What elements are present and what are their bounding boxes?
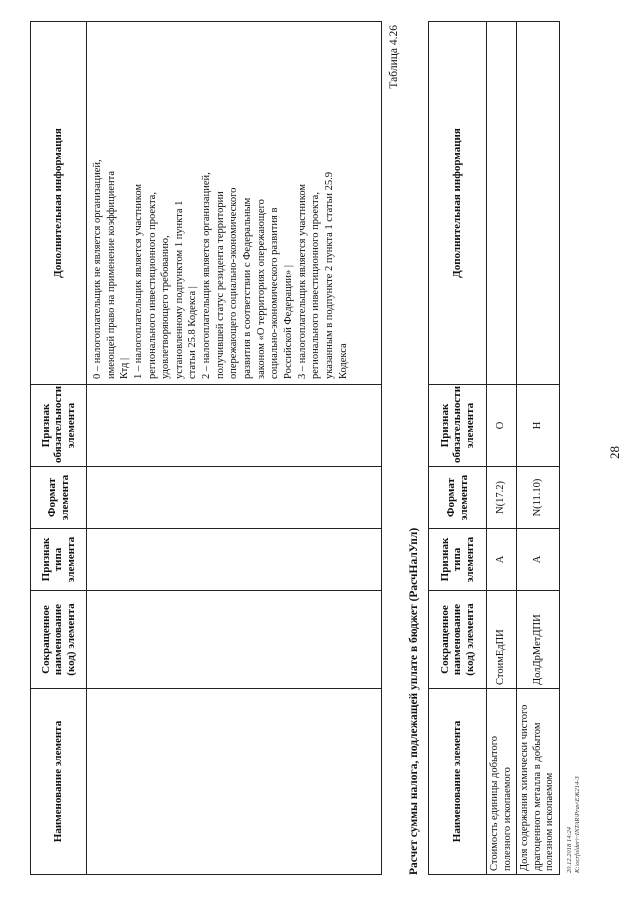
info-line: 2 – налогоплательщик является организацией, bbox=[201, 172, 213, 379]
info-line: социально-экономического развития в bbox=[269, 207, 281, 379]
info-line: 1 – налогоплательщик является участником bbox=[132, 183, 144, 379]
info-line: получившей статус резидента территории bbox=[214, 191, 226, 379]
cell-element-code: СтоимЕдПИ bbox=[487, 591, 517, 689]
header-element-type: Признак типа элемента bbox=[31, 529, 87, 591]
cell-element-type: А bbox=[487, 529, 517, 591]
info-line: развития в соответствии с Федеральным bbox=[242, 197, 254, 379]
info-line: регионального инвестиционного проекта, bbox=[146, 192, 158, 379]
cell-element-name: Стоимость единицы добытого полезного ископаемого bbox=[487, 689, 517, 875]
info-line: 3 – налогоплательщик является участником bbox=[296, 183, 308, 379]
header-element-code: Сокращенное наименование (код) элемента bbox=[31, 591, 87, 689]
info-line: Российской Федерации» | bbox=[282, 265, 294, 379]
info-line: указанным в подпункте 2 пункта 1 статьи 25.9 bbox=[323, 171, 335, 379]
cell-element-format bbox=[87, 467, 382, 529]
cell-element-name: Доля содержания химически чистого драгоценного металла в добытом полезном ископаемом bbox=[517, 689, 560, 875]
header-additional-info: Дополнительная информация bbox=[31, 22, 87, 385]
info-line: имеющей право на применение коэффициента bbox=[105, 170, 117, 379]
table-row bbox=[517, 22, 560, 875]
info-line: установленному подпунктом 1 пункта 1 bbox=[173, 200, 185, 379]
header-element-type: Признак типа элемента bbox=[429, 529, 487, 591]
print-stamp-path: К:\ocrfolder\~INTAR\Prav\ЕЖ214-3 bbox=[574, 776, 582, 873]
header-additional-info: Дополнительная информация bbox=[429, 22, 487, 385]
cell-element-code: ДолДрМетДПИ bbox=[517, 591, 560, 689]
cell-element-type: А bbox=[517, 529, 560, 591]
cell-element-format: N(11.10) bbox=[517, 467, 560, 529]
info-line: Кодекса bbox=[337, 343, 349, 379]
table-header-row bbox=[31, 22, 87, 875]
table-row bbox=[87, 22, 382, 875]
cell-element-required: Н bbox=[517, 385, 560, 467]
info-line: законом «О территориях опережающего bbox=[255, 199, 267, 379]
cell-element-code bbox=[87, 591, 382, 689]
info-line: Ктд | bbox=[119, 357, 131, 379]
header-element-name: Наименование элемента bbox=[429, 689, 487, 875]
info-line: удовлетворяющего требованию, bbox=[160, 235, 172, 379]
table-row bbox=[487, 22, 517, 875]
elements-table-continued bbox=[30, 21, 382, 875]
header-element-code: Сокращенное наименование (код) элемента bbox=[429, 591, 487, 689]
header-element-required: Признак обязательности элемента bbox=[31, 385, 87, 467]
cell-element-required bbox=[87, 385, 382, 467]
print-stamp bbox=[566, 776, 582, 873]
header-element-format: Формат элемента bbox=[31, 467, 87, 529]
print-stamp-date: 20.12.2018 14:24 bbox=[566, 826, 573, 873]
info-line: статьи 25.8 Кодекса | bbox=[187, 286, 199, 379]
info-line: опережающего социально-экономического bbox=[228, 187, 240, 379]
cell-additional-info bbox=[517, 22, 560, 385]
header-element-format: Формат элемента bbox=[429, 467, 487, 529]
tax-calculation-table bbox=[428, 21, 560, 875]
cell-element-name bbox=[87, 689, 382, 875]
info-line: регионального инвестиционного проекта, bbox=[310, 192, 322, 379]
table-header-row bbox=[429, 22, 487, 875]
table-number: Таблица 4.26 bbox=[388, 25, 400, 89]
cell-element-required: О bbox=[487, 385, 517, 467]
table-title: Расчет суммы налога, подлежащей уплате в бюджет (РасчНалУпл) bbox=[408, 527, 420, 875]
page-number: 28 bbox=[607, 446, 622, 459]
cell-additional-info bbox=[487, 22, 517, 385]
header-element-name: Наименование элемента bbox=[31, 689, 87, 875]
cell-element-format: N(17.2) bbox=[487, 467, 517, 529]
header-element-required: Признак обязательности элемента bbox=[429, 385, 487, 467]
info-line: 0 – налогоплательщик не является организацией, bbox=[92, 159, 103, 379]
cell-additional-info bbox=[87, 22, 382, 385]
cell-element-type bbox=[87, 529, 382, 591]
